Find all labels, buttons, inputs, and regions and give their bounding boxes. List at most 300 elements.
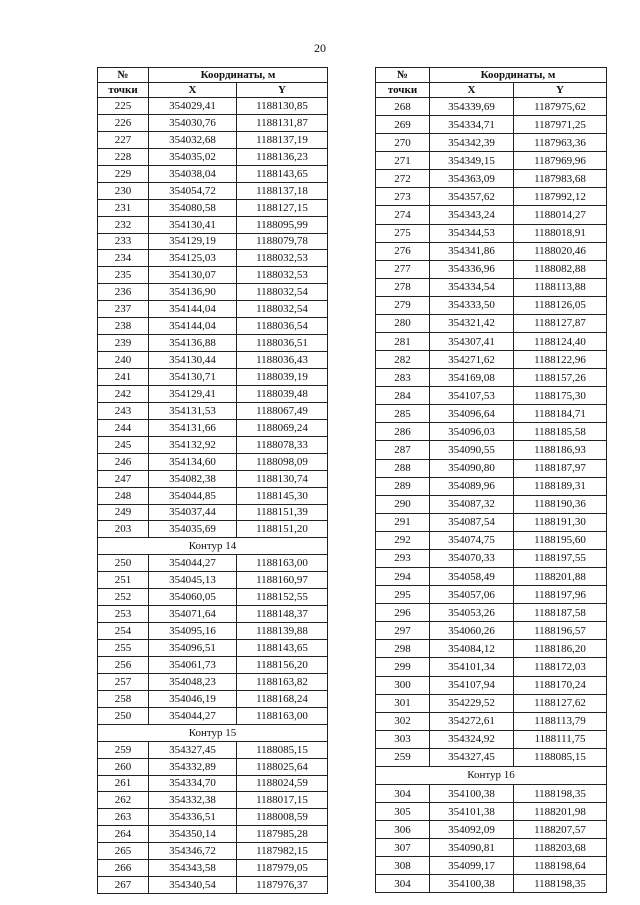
table-row [98, 148, 328, 165]
point-number: 254 [98, 623, 149, 640]
table-row [98, 453, 328, 470]
point-number: 299 [376, 658, 430, 676]
table-row [376, 242, 607, 260]
table-row [376, 622, 607, 640]
table-row [98, 318, 328, 335]
point-number: 273 [376, 188, 430, 206]
y-coordinate: 1188127,15 [237, 199, 328, 216]
y-coordinate: 1188113,79 [514, 712, 607, 730]
header-y: Y [237, 83, 328, 98]
x-coordinate: 354125,03 [149, 250, 237, 267]
x-coordinate: 354341,86 [430, 242, 514, 260]
point-number: 295 [376, 586, 430, 604]
point-number: 239 [98, 335, 149, 352]
x-coordinate: 354340,54 [149, 877, 237, 894]
table-row [98, 419, 328, 436]
table-row [376, 260, 607, 278]
table-row [376, 549, 607, 567]
table-row [376, 351, 607, 369]
x-coordinate: 354131,53 [149, 402, 237, 419]
table-row [376, 278, 607, 296]
y-coordinate: 1188127,62 [514, 694, 607, 712]
x-coordinate: 354087,32 [430, 495, 514, 513]
table-row [98, 809, 328, 826]
y-coordinate: 1188131,87 [237, 114, 328, 131]
header-coordinates: Координаты, м [430, 68, 607, 83]
point-number: 243 [98, 402, 149, 419]
point-number: 228 [98, 148, 149, 165]
table-row [376, 531, 607, 549]
y-coordinate: 1188151,20 [237, 521, 328, 538]
y-coordinate: 1188168,24 [237, 690, 328, 707]
table-row [98, 741, 328, 758]
x-coordinate: 354096,51 [149, 640, 237, 657]
point-number: 253 [98, 606, 149, 623]
x-coordinate: 354054,72 [149, 182, 237, 199]
x-coordinate: 354038,04 [149, 165, 237, 182]
y-coordinate: 1188156,20 [237, 656, 328, 673]
table-row [98, 690, 328, 707]
y-coordinate: 1188139,88 [237, 623, 328, 640]
table-row [376, 839, 607, 857]
y-coordinate: 1188190,36 [514, 495, 607, 513]
point-number: 262 [98, 792, 149, 809]
x-coordinate: 354044,27 [149, 707, 237, 724]
point-number: 256 [98, 656, 149, 673]
point-number: 238 [98, 318, 149, 335]
table-row [98, 877, 328, 894]
y-coordinate: 1188124,40 [514, 333, 607, 351]
table-row [376, 206, 607, 224]
y-coordinate: 1188196,57 [514, 622, 607, 640]
x-coordinate: 354071,64 [149, 606, 237, 623]
y-coordinate: 1188151,39 [237, 504, 328, 521]
point-number: 240 [98, 352, 149, 369]
point-number: 231 [98, 199, 149, 216]
x-coordinate: 354144,04 [149, 301, 237, 318]
table-row [376, 748, 607, 766]
y-coordinate: 1188198,35 [514, 875, 607, 893]
header-x: X [149, 83, 237, 98]
table-row [376, 803, 607, 821]
point-number: 301 [376, 694, 430, 712]
table-row [98, 555, 328, 572]
point-number: 248 [98, 487, 149, 504]
y-coordinate: 1188020,46 [514, 242, 607, 260]
table-row [98, 792, 328, 809]
x-coordinate: 354343,58 [149, 860, 237, 877]
y-coordinate: 1188197,55 [514, 549, 607, 567]
contour-label: Контур 15 [98, 724, 328, 741]
x-coordinate: 354035,02 [149, 148, 237, 165]
point-number: 288 [376, 459, 430, 477]
point-number: 278 [376, 278, 430, 296]
y-coordinate: 1187992,12 [514, 188, 607, 206]
y-coordinate: 1188032,53 [237, 250, 328, 267]
point-number: 258 [98, 690, 149, 707]
table-row [98, 572, 328, 589]
y-coordinate: 1188039,19 [237, 369, 328, 386]
point-number: 270 [376, 134, 430, 152]
point-number: 250 [98, 707, 149, 724]
x-coordinate: 354044,85 [149, 487, 237, 504]
x-coordinate: 354090,55 [430, 441, 514, 459]
y-coordinate: 1188207,57 [514, 821, 607, 839]
x-coordinate: 354339,69 [430, 98, 514, 116]
y-coordinate: 1188137,19 [237, 131, 328, 148]
point-number: 306 [376, 821, 430, 839]
y-coordinate: 1188198,64 [514, 857, 607, 875]
y-coordinate: 1188163,82 [237, 673, 328, 690]
point-number: 291 [376, 513, 430, 531]
x-coordinate: 354136,88 [149, 335, 237, 352]
x-coordinate: 354080,58 [149, 199, 237, 216]
y-coordinate: 1188184,71 [514, 405, 607, 423]
x-coordinate: 354130,07 [149, 267, 237, 284]
x-coordinate: 354101,38 [430, 803, 514, 821]
x-coordinate: 354107,53 [430, 387, 514, 405]
x-coordinate: 354344,53 [430, 224, 514, 242]
x-coordinate: 354129,41 [149, 385, 237, 402]
y-coordinate: 1188032,53 [237, 267, 328, 284]
y-coordinate: 1188187,97 [514, 459, 607, 477]
table-row [376, 405, 607, 423]
y-coordinate: 1188032,54 [237, 284, 328, 301]
table-row [98, 114, 328, 131]
x-coordinate: 354092,09 [430, 821, 514, 839]
point-number: 275 [376, 224, 430, 242]
x-coordinate: 354131,66 [149, 419, 237, 436]
table-row [98, 233, 328, 250]
table-row [376, 477, 607, 495]
point-number: 247 [98, 470, 149, 487]
y-coordinate: 1188082,88 [514, 260, 607, 278]
x-coordinate: 354089,96 [430, 477, 514, 495]
x-coordinate: 354134,60 [149, 453, 237, 470]
point-number: 241 [98, 369, 149, 386]
table-row [98, 369, 328, 386]
table-row [98, 267, 328, 284]
y-coordinate: 1188085,15 [514, 748, 607, 766]
point-number: 292 [376, 531, 430, 549]
y-coordinate: 1187983,68 [514, 170, 607, 188]
table-row [98, 487, 328, 504]
x-coordinate: 354136,90 [149, 284, 237, 301]
y-coordinate: 1188198,35 [514, 784, 607, 802]
y-coordinate: 1188201,98 [514, 803, 607, 821]
x-coordinate: 354045,13 [149, 572, 237, 589]
table-row [376, 658, 607, 676]
y-coordinate: 1188032,54 [237, 301, 328, 318]
table-row [376, 784, 607, 802]
table-row [376, 423, 607, 441]
x-coordinate: 354307,41 [430, 333, 514, 351]
x-coordinate: 354082,38 [149, 470, 237, 487]
coordinates-table-right [375, 67, 607, 893]
y-coordinate: 1188195,60 [514, 531, 607, 549]
y-coordinate: 1188085,15 [237, 741, 328, 758]
point-number: 302 [376, 712, 430, 730]
point-number: 259 [98, 741, 149, 758]
point-number: 271 [376, 152, 430, 170]
x-coordinate: 354272,61 [430, 712, 514, 730]
x-coordinate: 354321,42 [430, 314, 514, 332]
point-number: 287 [376, 441, 430, 459]
table-row [98, 98, 328, 115]
header-no: № [98, 68, 149, 83]
coordinates-table-left [97, 67, 328, 894]
point-number: 244 [98, 419, 149, 436]
y-coordinate: 1187971,25 [514, 116, 607, 134]
point-number: 307 [376, 839, 430, 857]
y-coordinate: 1188095,99 [237, 216, 328, 233]
x-coordinate: 354087,54 [430, 513, 514, 531]
point-number: 303 [376, 730, 430, 748]
table-row [376, 188, 607, 206]
table-row [376, 857, 607, 875]
x-coordinate: 354332,38 [149, 792, 237, 809]
table-row [376, 712, 607, 730]
header-point: точки [98, 83, 149, 98]
x-coordinate: 354096,64 [430, 405, 514, 423]
y-coordinate: 1187979,05 [237, 860, 328, 877]
header-point: точки [376, 83, 430, 98]
y-coordinate: 1188069,24 [237, 419, 328, 436]
table-row [376, 98, 607, 116]
x-coordinate: 354130,41 [149, 216, 237, 233]
y-coordinate: 1187963,36 [514, 134, 607, 152]
x-coordinate: 354332,89 [149, 758, 237, 775]
y-coordinate: 1188036,54 [237, 318, 328, 335]
table-row [376, 694, 607, 712]
table-row [98, 182, 328, 199]
y-coordinate: 1188191,30 [514, 513, 607, 531]
y-coordinate: 1188157,26 [514, 369, 607, 387]
page-number: 20 [314, 41, 326, 55]
table-row [98, 673, 328, 690]
point-number: 237 [98, 301, 149, 318]
point-number: 232 [98, 216, 149, 233]
point-number: 263 [98, 809, 149, 826]
table-row [376, 134, 607, 152]
y-coordinate: 1188145,30 [237, 487, 328, 504]
x-coordinate: 354044,27 [149, 555, 237, 572]
x-coordinate: 354053,26 [430, 604, 514, 622]
point-number: 265 [98, 843, 149, 860]
point-number: 251 [98, 572, 149, 589]
x-coordinate: 354336,51 [149, 809, 237, 826]
point-number: 294 [376, 568, 430, 586]
y-coordinate: 1187969,96 [514, 152, 607, 170]
x-coordinate: 354327,45 [430, 748, 514, 766]
table-row [376, 604, 607, 622]
table-row [376, 513, 607, 531]
x-coordinate: 354037,44 [149, 504, 237, 521]
table-row [376, 495, 607, 513]
x-coordinate: 354100,38 [430, 784, 514, 802]
table-row [376, 369, 607, 387]
y-coordinate: 1187976,37 [237, 877, 328, 894]
point-number: 229 [98, 165, 149, 182]
y-coordinate: 1188126,05 [514, 296, 607, 314]
table-row [98, 199, 328, 216]
point-number: 249 [98, 504, 149, 521]
y-coordinate: 1188186,20 [514, 640, 607, 658]
point-number: 226 [98, 114, 149, 131]
x-coordinate: 354101,34 [430, 658, 514, 676]
x-coordinate: 354096,03 [430, 423, 514, 441]
table-row [376, 821, 607, 839]
point-number: 255 [98, 640, 149, 657]
x-coordinate: 354130,71 [149, 369, 237, 386]
x-coordinate: 354099,17 [430, 857, 514, 875]
y-coordinate: 1188203,68 [514, 839, 607, 857]
x-coordinate: 354058,49 [430, 568, 514, 586]
y-coordinate: 1188098,09 [237, 453, 328, 470]
table-row [376, 152, 607, 170]
table-row [376, 170, 607, 188]
y-coordinate: 1188175,30 [514, 387, 607, 405]
point-number: 252 [98, 589, 149, 606]
point-number: 259 [376, 748, 430, 766]
header-y: Y [514, 83, 607, 98]
table-row [98, 758, 328, 775]
table-row [98, 301, 328, 318]
table-row [376, 459, 607, 477]
header-x: X [430, 83, 514, 98]
table-row [98, 131, 328, 148]
table-row [376, 676, 607, 694]
x-coordinate: 354095,16 [149, 623, 237, 640]
x-coordinate: 354061,73 [149, 656, 237, 673]
table-row [98, 640, 328, 657]
header-no: № [376, 68, 430, 83]
x-coordinate: 354333,50 [430, 296, 514, 314]
y-coordinate: 1188039,48 [237, 385, 328, 402]
point-number: 283 [376, 369, 430, 387]
y-coordinate: 1188127,87 [514, 314, 607, 332]
point-number: 242 [98, 385, 149, 402]
table-row [98, 623, 328, 640]
y-coordinate: 1188163,00 [237, 555, 328, 572]
y-coordinate: 1188201,88 [514, 568, 607, 586]
header-coordinates: Координаты, м [149, 68, 328, 83]
point-number: 266 [98, 860, 149, 877]
y-coordinate: 1187982,15 [237, 843, 328, 860]
point-number: 304 [376, 875, 430, 893]
table-row [98, 843, 328, 860]
x-coordinate: 354035,69 [149, 521, 237, 538]
x-coordinate: 354090,81 [430, 839, 514, 857]
table-row [98, 352, 328, 369]
point-number: 289 [376, 477, 430, 495]
table-row [98, 284, 328, 301]
x-coordinate: 354327,45 [149, 741, 237, 758]
point-number: 272 [376, 170, 430, 188]
y-coordinate: 1188078,33 [237, 436, 328, 453]
point-number: 297 [376, 622, 430, 640]
x-coordinate: 354229,52 [430, 694, 514, 712]
table-row [98, 165, 328, 182]
point-number: 284 [376, 387, 430, 405]
point-number: 293 [376, 549, 430, 567]
x-coordinate: 354046,19 [149, 690, 237, 707]
y-coordinate: 1188025,64 [237, 758, 328, 775]
y-coordinate: 1188187,58 [514, 604, 607, 622]
x-coordinate: 354070,33 [430, 549, 514, 567]
x-coordinate: 354032,68 [149, 131, 237, 148]
y-coordinate: 1188189,31 [514, 477, 607, 495]
y-coordinate: 1188079,78 [237, 233, 328, 250]
point-number: 281 [376, 333, 430, 351]
x-coordinate: 354342,39 [430, 134, 514, 152]
point-number: 235 [98, 267, 149, 284]
point-number: 279 [376, 296, 430, 314]
point-number: 269 [376, 116, 430, 134]
table-row [98, 385, 328, 402]
table-row [98, 826, 328, 843]
contour-label: Контур 14 [98, 538, 328, 555]
x-coordinate: 354029,41 [149, 98, 237, 115]
table-row [98, 402, 328, 419]
point-number: 203 [98, 521, 149, 538]
table-row [98, 335, 328, 352]
point-number: 308 [376, 857, 430, 875]
point-number: 233 [98, 233, 149, 250]
table-row [376, 586, 607, 604]
point-number: 246 [98, 453, 149, 470]
y-coordinate: 1188163,00 [237, 707, 328, 724]
y-coordinate: 1188008,59 [237, 809, 328, 826]
table-row [98, 504, 328, 521]
x-coordinate: 354144,04 [149, 318, 237, 335]
x-coordinate: 354357,62 [430, 188, 514, 206]
x-coordinate: 354100,38 [430, 875, 514, 893]
y-coordinate: 1188036,43 [237, 352, 328, 369]
table-row [376, 387, 607, 405]
table-row [98, 250, 328, 267]
x-coordinate: 354090,80 [430, 459, 514, 477]
point-number: 261 [98, 775, 149, 792]
y-coordinate: 1188113,88 [514, 278, 607, 296]
point-number: 286 [376, 423, 430, 441]
y-coordinate: 1188148,37 [237, 606, 328, 623]
point-number: 230 [98, 182, 149, 199]
x-coordinate: 354130,44 [149, 352, 237, 369]
table-row [376, 116, 607, 134]
y-coordinate: 1188136,23 [237, 148, 328, 165]
point-number: 296 [376, 604, 430, 622]
table-row [376, 224, 607, 242]
table-row [98, 436, 328, 453]
point-number: 267 [98, 877, 149, 894]
y-coordinate: 1188172,03 [514, 658, 607, 676]
y-coordinate: 1188137,18 [237, 182, 328, 199]
table-row [376, 333, 607, 351]
y-coordinate: 1188036,51 [237, 335, 328, 352]
x-coordinate: 354060,05 [149, 589, 237, 606]
y-coordinate: 1188160,97 [237, 572, 328, 589]
table-row [98, 521, 328, 538]
point-number: 282 [376, 351, 430, 369]
x-coordinate: 354346,72 [149, 843, 237, 860]
y-coordinate: 1188130,85 [237, 98, 328, 115]
x-coordinate: 354169,08 [430, 369, 514, 387]
point-number: 290 [376, 495, 430, 513]
table-row [98, 860, 328, 877]
point-number: 225 [98, 98, 149, 115]
point-number: 277 [376, 260, 430, 278]
